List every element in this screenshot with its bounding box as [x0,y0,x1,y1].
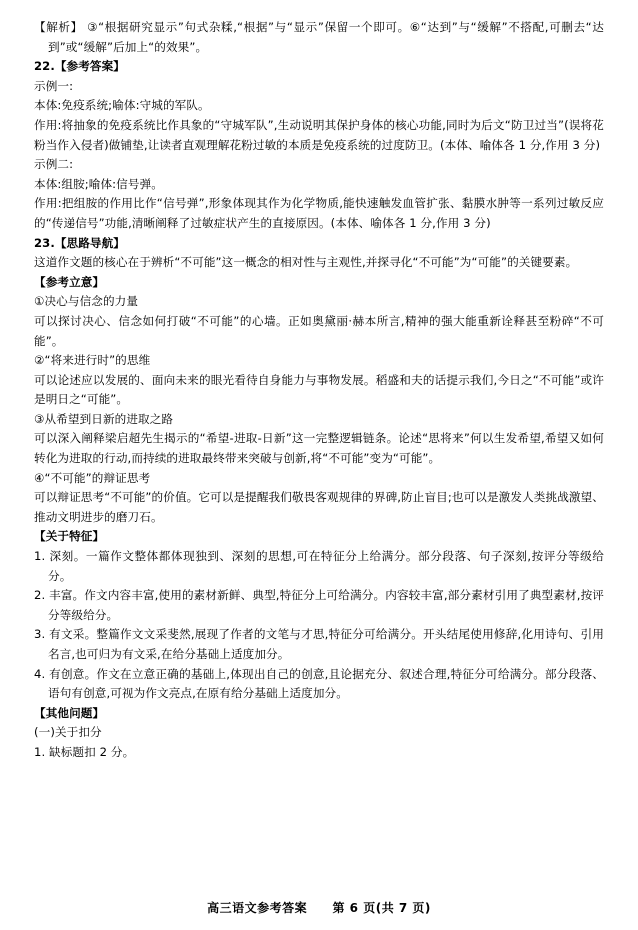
footer-page-number: 第 6 页(共 7 页) [332,901,431,915]
paragraph-example-1-body: 本体:免疫系统;喻体:守城的军队。 [34,98,210,113]
paragraph-idea-1-title: ①决心与信念的力量 [34,294,139,309]
paragraph-feature-3: 3. 有文采。整篇作文文采斐然,展现了作者的文笔与才思,特征分可给满分。开头结尾使用修辞,化用诗句、引用名言,也可归为有文采,在给分基础上适度加分。 [34,627,604,661]
paragraph-example-2-label: 示例二: [34,157,74,172]
paragraph-deduction-1: 1. 缺标题扣 2 分。 [34,744,135,759]
paragraph-item-23-heading: 23.【思路导航】 [34,235,126,250]
paragraph-feature-4: 4. 有创意。作文在立意正确的基础上,体现出自己的创意,且论据充分、叙述合理,特征分可给满分。部分段落、语句有创意,可视为作文亮点,在原有给分基础上适度加分。 [34,666,604,701]
paragraph-idea-2-title: ②“将来进行时”的思维 [34,353,151,368]
paragraph-example-1-function: 作用:将抽象的免疫系统比作具象的“守城军队”,生动说明其保护身体的核心功能,同时为后文“防卫过当”(误将花粉当作入侵者)做铺垫,让读者直观理解花粉过敏的本质是免疫系统的过度防卫。(本体、喻体各 1 分,作用 3 分) [34,117,604,152]
paragraph-deduction-heading: (一)关于扣分 [34,725,102,740]
paragraph-idea-4-body: 可以辩证思考“不可能”的价值。它可以是提醒我们敬畏客观规律的界碑,防止盲目;也可以是激发人类挑战激望、推动文明进步的磨刀石。 [34,490,604,524]
page-footer [0,899,638,916]
paragraph-idea-2-body: 可以论述应以发展的、面向未来的眼光看待自身能力与事物发展。稻盛和夫的话提示我们,今日之“不可能”或许是明日之“可能”。 [34,372,604,407]
paragraph-example-2-body: 本体:组胺;喻体:信号弹。 [34,176,163,191]
paragraph-idea-3-title: ③从希望到日新的进取之路 [34,411,174,426]
paragraph-other-issues-heading: 【其他问题】 [34,705,105,720]
paragraph-analysis-21: 【解析】 ③“根据研究显示”句式杂糅,“根据”与“显示”保留一个即可。⑥“达到”与“缓解”不搭配,可删去“达到”或“缓解”后加上“的效果”。 [34,20,604,54]
paragraph-feature-2: 2. 丰富。作文内容丰富,使用的素材新鲜、典型,特征分上可给满分。内容较丰富,部分素材引用了典型素材,按评分等级给分。 [34,588,604,622]
paragraph-idea-4-title: ④“不可能”的辩证思考 [34,470,151,485]
paragraph-example-2-function: 作用:把组胺的作用比作“信号弹”,形象体现其作为化学物质,能快速触发血管扩张、黏膜水肿等一系列过敏反应的“传递信号”功能,清晰阐释了过敏症状产生的直接原因。(本体、喻体各 1 分,作用 3 分) [34,196,604,230]
paragraph-idea-1-body: 可以探讨决心、信念如何打破“不可能”的心墙。正如奥黛丽·赫本所言,精神的强大能重新诠释甚至粉碎“不可能”。 [34,313,604,348]
paragraph-item-23-body: 这道作文题的核心在于辨析“不可能”这一概念的相对性与主观性,并探寻化“不可能”为“可能”的关键要素。 [34,255,578,270]
paragraph-reference-idea-heading: 【参考立意】 [34,274,105,289]
paragraph-idea-3-body: 可以深入阐释梁启超先生揭示的“希望-进取-日新”这一完整逻辑链条。论述“思将来”何以生发希望,希望又如何转化为进取的行动,而持续的进取最终带来突破与创新,将“不可能”变为“可能”。 [34,431,604,466]
paragraph-features-heading: 【关于特征】 [34,529,105,544]
footer-title: 高三语文参考答案 [207,901,308,915]
document-body [34,18,604,763]
paragraph-feature-1: 1. 深刻。一篇作文整体都体现独到、深刻的思想,可在特征分上给满分。部分段落、句子深刻,按评分等级给分。 [34,549,604,583]
paragraph-example-1-label: 示例一: [34,78,74,93]
paragraph-item-22-heading: 22.【参考答案】 [34,59,126,74]
